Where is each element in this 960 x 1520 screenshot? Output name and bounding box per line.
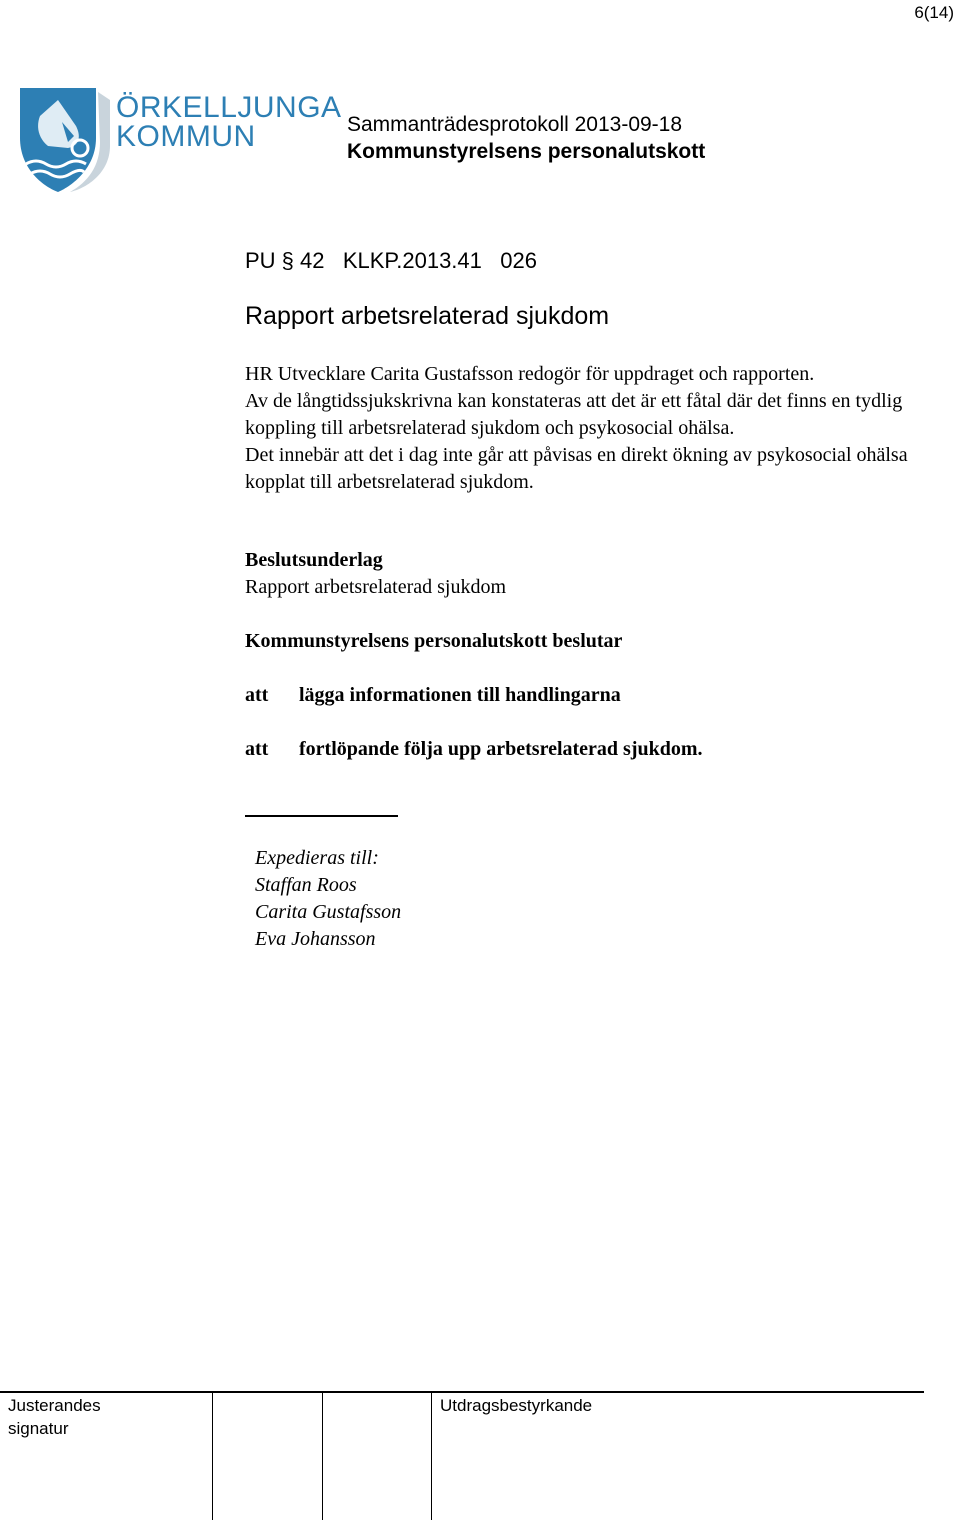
separator-line [245,815,398,817]
distribution-recipient: Eva Johansson [255,928,376,950]
footer-signature-box-divider [212,1393,213,1520]
logo-text-line-1: ÖRKELLJUNGA [116,91,342,124]
footer-signature-box-divider [322,1393,323,1520]
body-paragraph-1: HR Utvecklare Carita Gustafsson redogör för uppdraget och rapporten. [245,363,815,385]
basis-heading: Beslutsunderlag [245,549,383,571]
footer-signature-label-line-2: signatur [8,1419,69,1438]
municipality-logo-icon [18,86,110,192]
distribution-recipient: Staffan Roos [255,874,357,896]
decision-prefix: att [245,738,269,760]
footer-signature-label-line-1: Justerandes [8,1396,101,1415]
distribution-recipient: Carita Gustafsson [255,901,402,923]
basis-item: Rapport arbetsrelaterad sjukdom [245,576,507,598]
distribution-heading: Expedieras till: [255,847,379,869]
committee-name: Kommunstyrelsens personalutskott [347,140,706,163]
logo-text-line-2: KOMMUN [116,120,256,153]
body-paragraph-2: Av de långtidssjukskrivna kan konstateras att det är ett fåtal där det finns en tydlig koppling till arbetsrelaterad sjukdom och psykosocial ohälsa. [245,390,903,439]
case-reference: PU § 42 KLKP.2013.41 026 [245,248,537,273]
meeting-title: Sammanträdesprotokoll 2013-09-18 [347,113,683,136]
item-body [245,361,935,496]
footer-extract-label: Utdragsbestyrkande [440,1396,593,1415]
item-title: Rapport arbetsrelaterad sjukdom [245,302,610,330]
distribution-list [255,845,401,953]
page-number: 6(14) [914,3,954,22]
decision-heading: Kommunstyrelsens personalutskott beslutar [245,630,623,652]
footer-signature-label [8,1394,101,1440]
footer-signature-box-divider [431,1393,432,1520]
footer-rule [0,1391,924,1393]
decision-text: lägga informationen till handlingarna [299,684,621,706]
decision-text: fortlöpande följa upp arbetsrelaterad sjukdom. [299,738,703,760]
body-paragraph-3: Det innebär att det i dag inte går att påvisas en direkt ökning av psykosocial ohälsa kopplat till arbetsrelaterad sjukdom. [245,444,908,493]
decision-prefix: att [245,684,269,706]
